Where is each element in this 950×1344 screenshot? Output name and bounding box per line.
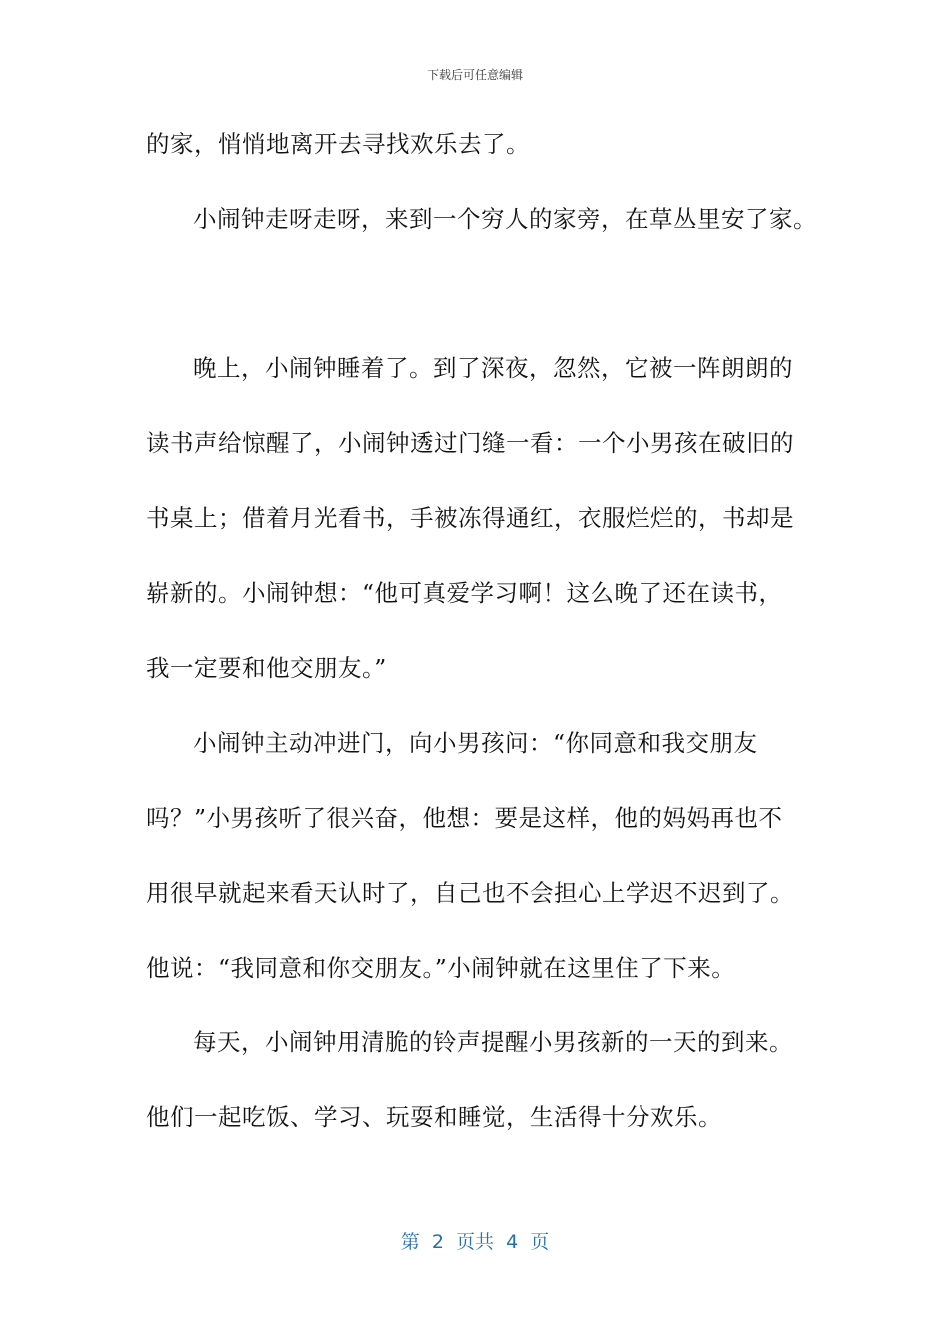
text-line: 读书声给惊醒了，小闹钟透过门缝一看：一个小男孩在破旧的 (146, 429, 794, 457)
text-line: 的家，悄悄地离开去寻找欢乐去了。 (146, 130, 530, 158)
text-line: 用很早就起来看天认时了，自己也不会担心上学迟不迟到了。 (146, 879, 794, 907)
text-line: 书桌上；借着月光看书，手被冻得通红，衣服烂烂的，书却是 (146, 504, 794, 532)
text-line: 崭新的。小闹钟想：“他可真爱学习啊！这么晚了还在读书， (146, 579, 783, 607)
page-number-footer: 第 2 页共 4 页 (400, 1231, 550, 1253)
text-line: 小闹钟走呀走呀，来到一个穷人的家旁，在草丛里安了家。 (193, 205, 817, 233)
text-line: 晚上，小闹钟睡着了。到了深夜，忽然，它被一阵朗朗的 (193, 354, 793, 382)
text-line: 每天，小闹钟用清脆的铃声提醒小男孩新的一天的到来。 (193, 1028, 793, 1056)
page-header: 下载后可任意编辑 (426, 68, 523, 82)
text-line: 我一定要和他交朋友。” (146, 654, 387, 682)
text-line: 吗？”小男孩听了很兴奋，他想：要是这样，他的妈妈再也不 (146, 804, 783, 832)
text-line: 他们一起吃饭、学习、玩耍和睡觉，生活得十分欢乐。 (146, 1103, 722, 1131)
text-line: 小闹钟主动冲进门，向小男孩问：“你同意和我交朋友 (193, 729, 758, 757)
text-line: 他说：“我同意和你交朋友。”小闹钟就在这里住了下来。 (146, 954, 736, 982)
